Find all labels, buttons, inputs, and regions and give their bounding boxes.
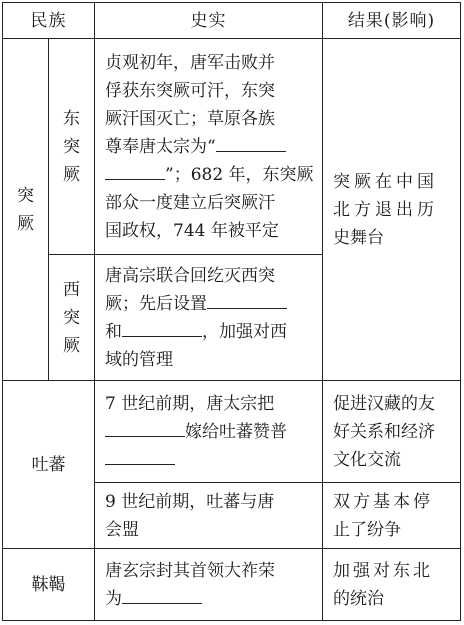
- fill-blank[interactable]: [216, 134, 286, 152]
- tujue-label: 突 厥: [3, 39, 49, 381]
- tubo-result-1: 促进汉藏的友 好关系和经济 文化交流: [323, 381, 461, 483]
- west-tujue-facts: 唐高宗联合回纥灭西突 厥；先后设置 和 ，加强对西 域的管理: [95, 255, 323, 381]
- tubo-facts-1: 7 世纪前期，唐太宗把 嫁给吐蕃赞普: [95, 381, 323, 483]
- tujue-result: 突厥在中国 北方退出历 史舞台: [323, 39, 461, 381]
- fill-blank[interactable]: [122, 319, 202, 337]
- header-facts: 史实: [95, 3, 323, 39]
- mohe-result: 加强对东北 的统治: [323, 549, 461, 621]
- fill-blank[interactable]: [122, 586, 202, 604]
- east-tujue-facts: 贞观初年，唐军击败并 俘获东突厥可汗，东突 厥汗国灭亡；草原各族 尊奉唐太宗为“ ”；682 年，东突厥 部众一度建立后突厥汗 国政权，744 年被平定: [95, 39, 323, 255]
- mohe-facts: 唐玄宗封其首领大祚荣 为: [95, 549, 323, 621]
- header-row: [3, 3, 461, 39]
- fill-blank[interactable]: [105, 447, 175, 465]
- row-mohe: [3, 549, 461, 621]
- east-tujue-label: 东 突 厥: [49, 39, 95, 255]
- fill-blank[interactable]: [207, 291, 287, 309]
- header-ethnic: 民族: [3, 3, 95, 39]
- row-tubo-1: [3, 381, 461, 483]
- tubo-label: 吐蕃: [3, 381, 95, 549]
- ethnic-relations-table: [2, 2, 461, 621]
- tubo-facts-2: 9 世纪前期，吐蕃与唐 会盟: [95, 483, 323, 549]
- fill-blank[interactable]: [105, 419, 185, 437]
- west-tujue-label: 西 突 厥: [49, 255, 95, 381]
- row-east-tujue: [3, 39, 461, 255]
- tubo-result-2: 双方基本停 止了纷争: [323, 483, 461, 549]
- header-result: 结果(影响): [323, 3, 461, 39]
- fill-blank[interactable]: [105, 162, 165, 180]
- mohe-label: 靺鞨: [3, 549, 95, 621]
